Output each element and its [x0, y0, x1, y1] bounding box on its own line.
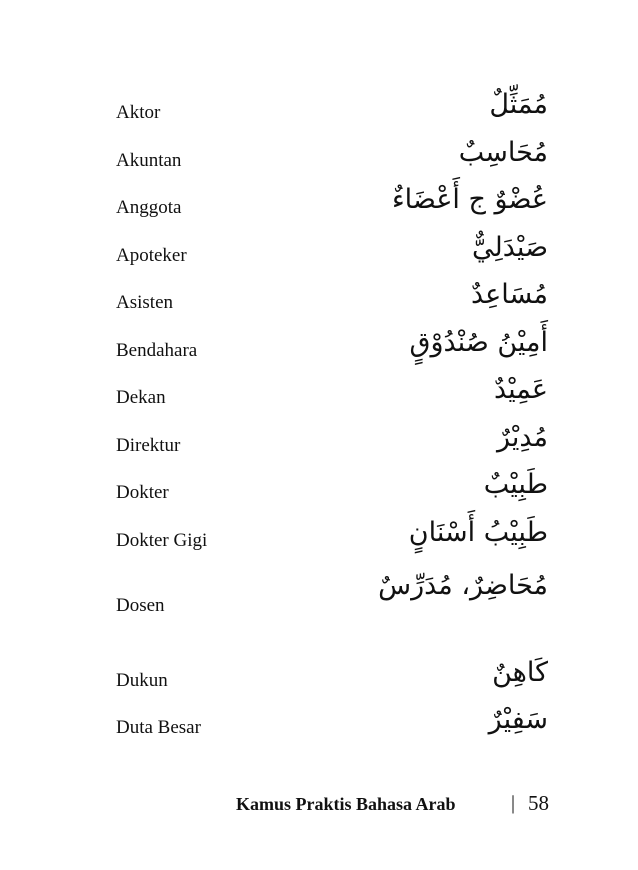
footer-separator: | — [511, 792, 516, 814]
latin-term: Direktur — [116, 435, 181, 456]
latin-term: Dosen — [116, 595, 165, 616]
latin-term: Akuntan — [116, 150, 182, 171]
latin-term: Dukun — [116, 670, 168, 691]
arabic-term: كَاهِنٌ — [492, 657, 548, 688]
arabic-term: سَفِيْرٌ — [488, 704, 548, 735]
page-footer — [0, 790, 638, 824]
arabic-term: طَبِيْبُ أَسْنَانٍ — [408, 517, 548, 548]
arabic-term: عُضْوٌ ج أَعْضَاءٌ — [391, 184, 548, 215]
arabic-term: طَبِيْبٌ — [483, 469, 548, 500]
arabic-term: مُحَاضِرٌ، مُدَرِّسٌ — [378, 570, 548, 601]
latin-term: Dokter Gigi — [116, 530, 208, 551]
arabic-term: مُسَاعِدٌ — [470, 279, 548, 310]
latin-term: Dekan — [116, 387, 166, 408]
arabic-term: صَيْدَلِيٌّ — [472, 232, 548, 263]
book-title: Kamus Praktis Bahasa Arab — [236, 794, 456, 814]
latin-term: Apoteker — [116, 245, 187, 266]
latin-term: Dokter — [116, 482, 169, 503]
arabic-term: أَمِيْنُ صُنْدُوْقٍ — [409, 327, 548, 358]
page-number: 58 — [528, 791, 549, 815]
arabic-term: مُدِيْرٌ — [496, 422, 548, 453]
latin-term: Asisten — [116, 292, 173, 313]
latin-term: Anggota — [116, 197, 182, 218]
arabic-term: مُحَاسِبٌ — [458, 137, 548, 168]
arabic-term: عَمِيْدٌ — [493, 374, 548, 405]
latin-term: Aktor — [116, 102, 161, 123]
arabic-term: مُمَثِّلٌ — [489, 89, 548, 120]
latin-term: Duta Besar — [116, 717, 201, 738]
latin-term: Bendahara — [116, 340, 198, 361]
